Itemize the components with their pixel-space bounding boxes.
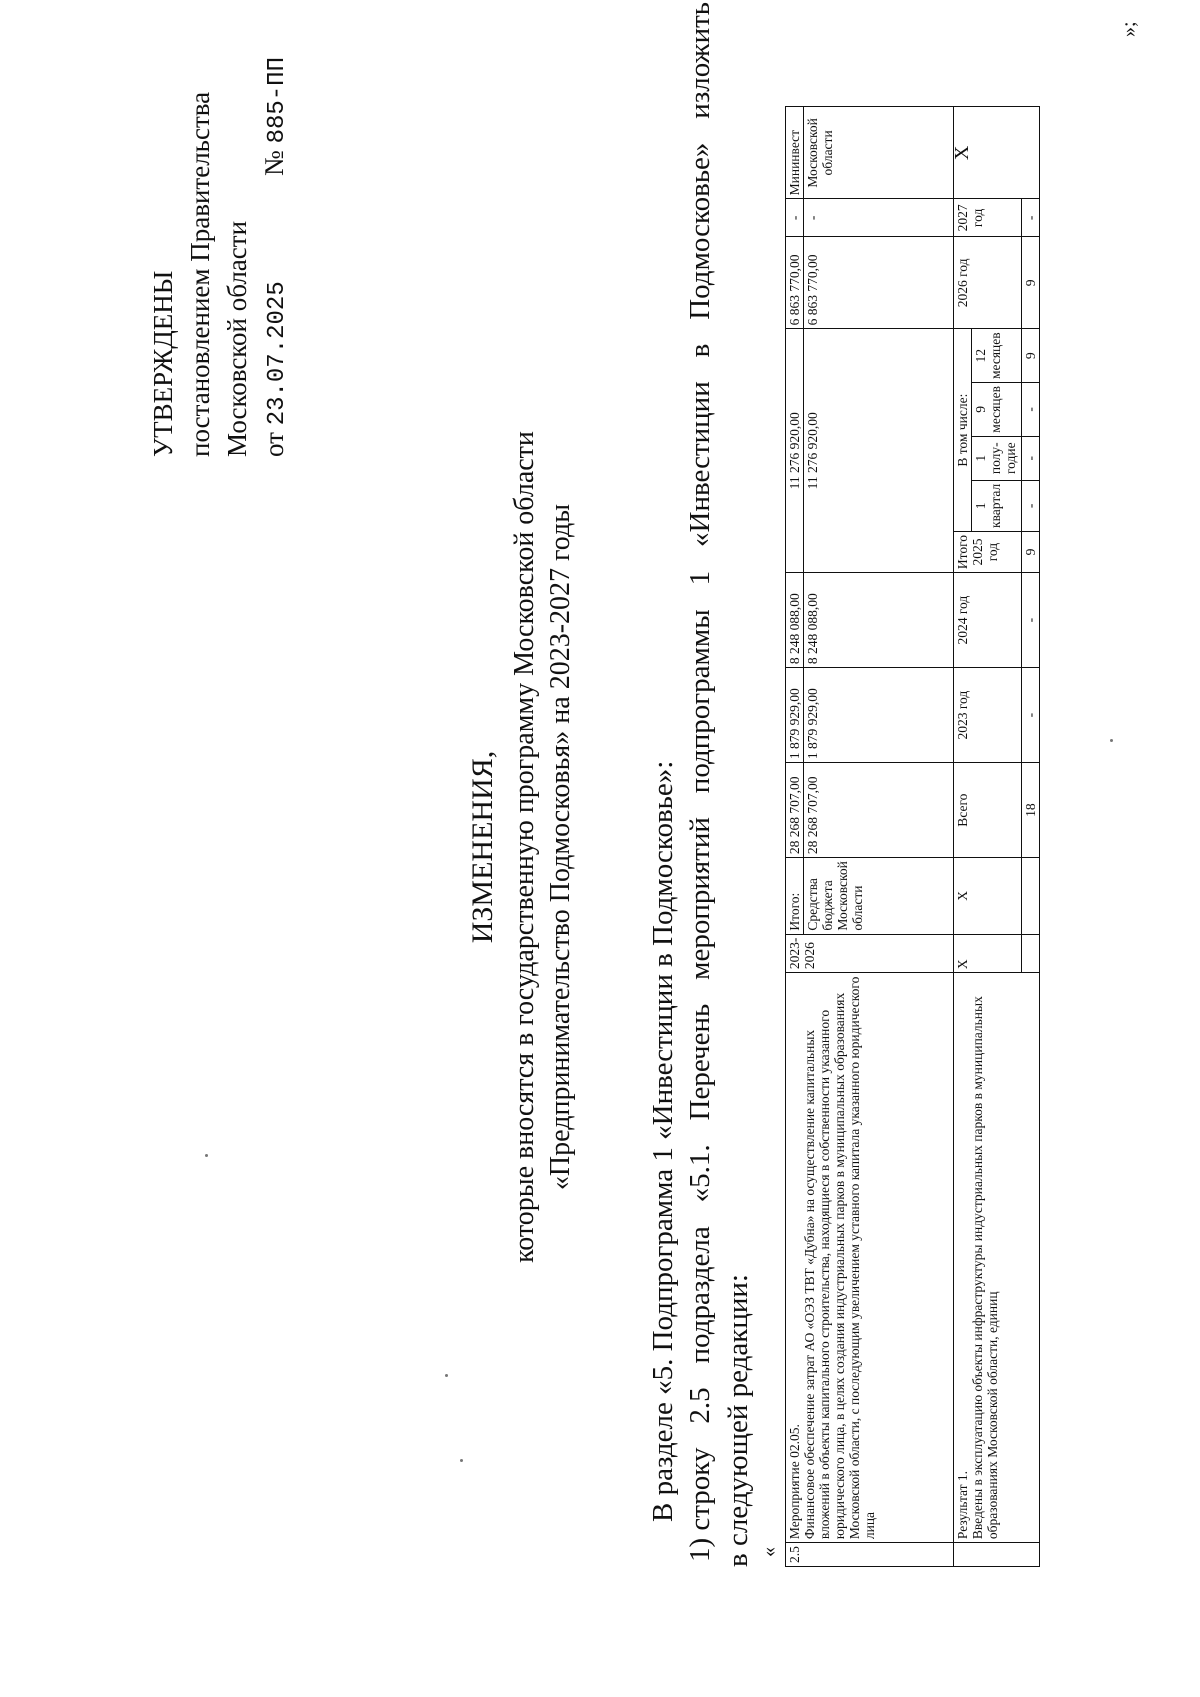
budget-2024: 8 248 088,00 bbox=[804, 573, 954, 668]
budget-2023: 1 879 929,00 bbox=[804, 668, 954, 763]
budget-2025: 11 276 920,00 bbox=[804, 329, 954, 573]
approval-line-2: Московской области bbox=[222, 220, 252, 457]
empty-cell bbox=[954, 1543, 1040, 1567]
item-word: Подмосковье» bbox=[684, 142, 716, 320]
item-word: 1) строку bbox=[684, 1447, 716, 1562]
value-2024: - bbox=[1022, 573, 1040, 668]
header-2026: 2026 год bbox=[954, 237, 1022, 329]
total-2025: 11 276 920,00 bbox=[786, 329, 804, 573]
item-line bbox=[682, 2, 718, 1562]
approval-stamp bbox=[145, 37, 296, 457]
item-word: подраздела bbox=[684, 1226, 716, 1364]
approval-date-line bbox=[256, 57, 296, 457]
header-total: Всего bbox=[954, 763, 1022, 858]
x-mark: X bbox=[954, 107, 1040, 199]
measure-description: Финансовое обеспечение затрат АО «ОЭЗ ТВТ «Дубна» на осуществление капитальных вложений в объекты капитального строительства, находящиеся в собственности указанного юридического лица, в целях создания индустриальных парков в муниципальных образованиях Московской области, с последующим увеличением уставного капитала указанного юридического лица bbox=[802, 976, 877, 1540]
header-total-2025: Итого 2025 год bbox=[954, 531, 1022, 572]
value-9m: - bbox=[1022, 383, 1040, 437]
row-number: 2.5 bbox=[786, 1543, 954, 1567]
date-prefix: от bbox=[259, 432, 289, 457]
total-all: 28 268 707,00 bbox=[786, 763, 804, 858]
scan-speck bbox=[460, 1459, 463, 1462]
header-h1: 1 полу-годие bbox=[972, 436, 1022, 480]
total-2026: 6 863 770,00 bbox=[786, 237, 804, 329]
period-cell: 2023-2026 bbox=[786, 934, 954, 973]
closing-mark: »; bbox=[1118, 21, 1140, 37]
value-2023: - bbox=[1022, 668, 1040, 763]
title-main: ИЗМЕНЕНИЯ, bbox=[466, 750, 499, 944]
executor-line-2: Московской области bbox=[804, 107, 954, 199]
table-row bbox=[786, 107, 804, 1567]
scan-speck bbox=[445, 1374, 448, 1377]
header-q1: 1 квартал bbox=[972, 480, 1022, 531]
header-2023: 2023 год bbox=[954, 668, 1022, 763]
measure-cell bbox=[786, 973, 954, 1543]
total-2023: 1 879 929,00 bbox=[786, 668, 804, 763]
number-prefix: № bbox=[259, 150, 289, 176]
budget-all: 28 268 707,00 bbox=[804, 763, 954, 858]
measures-table bbox=[785, 106, 1040, 1567]
measure-title: Мероприятие 02.05. bbox=[787, 1424, 802, 1540]
source-total-label: Итого: bbox=[786, 858, 804, 935]
value-12m: 9 bbox=[1022, 329, 1040, 383]
approval-number: 885-ПП bbox=[264, 57, 291, 144]
budget-2026: 6 863 770,00 bbox=[804, 237, 954, 329]
result-title: Результат 1. bbox=[955, 1470, 970, 1540]
item-word: 2.5 bbox=[684, 1387, 716, 1424]
value-2026: 9 bbox=[1022, 237, 1040, 329]
quote-open: « bbox=[758, 1547, 780, 1557]
header-9m: 9 месяцев bbox=[972, 383, 1022, 437]
total-2027: - bbox=[786, 199, 804, 237]
value-2027: - bbox=[1022, 199, 1040, 237]
result-cell bbox=[954, 973, 1040, 1543]
approval-heading: УТВЕРЖДЕНЫ bbox=[148, 270, 178, 457]
value-total: 18 bbox=[1022, 763, 1040, 858]
table-row bbox=[954, 107, 972, 1567]
header-including: В том числе: bbox=[954, 329, 972, 532]
header-12m: 12 месяцев bbox=[972, 329, 1022, 383]
item-word: изложить bbox=[684, 2, 716, 119]
item-line-end: в следующей редакции: bbox=[722, 1274, 754, 1567]
item-word: в bbox=[684, 343, 716, 358]
x-mark: X bbox=[954, 934, 1022, 973]
executor-line-1: Мининвест bbox=[786, 107, 804, 199]
value-q1: - bbox=[1022, 480, 1040, 531]
scan-speck bbox=[1110, 739, 1113, 742]
budget-2027: - bbox=[804, 199, 954, 237]
total-2024: 8 248 088,00 bbox=[786, 573, 804, 668]
value-total-2025: 9 bbox=[1022, 531, 1040, 572]
empty-cell bbox=[1022, 858, 1040, 935]
header-2027: 2027 год bbox=[954, 199, 1022, 237]
empty-cell bbox=[1022, 934, 1040, 973]
item-word: 1 bbox=[684, 570, 716, 586]
source-budget-label: Средства бюджета Московской области bbox=[804, 858, 954, 935]
result-description: Введены в эксплуатацию объекты инфраструктуры индустриальных парков в муниципальных образованиях Московской области, единиц bbox=[970, 996, 1000, 1540]
approval-date: 23.07.2025 bbox=[264, 281, 291, 426]
document-title bbox=[465, 197, 579, 1497]
section-intro: В разделе «5. Подпрограмма 1 «Инвестиции в Подмосковье»: bbox=[647, 760, 679, 1522]
scan-speck bbox=[205, 1154, 208, 1157]
x-mark: X bbox=[954, 858, 1022, 935]
item-word: мероприятий bbox=[684, 817, 716, 980]
item-word: Перечень bbox=[684, 1003, 716, 1121]
title-line-2: «Предпринимательство Подмосковья» на 2023-2027 годы bbox=[545, 503, 576, 1191]
item-word: «5.1. bbox=[684, 1144, 716, 1203]
title-line-1: которые вносятся в государственную программу Московской области bbox=[509, 431, 540, 1263]
approval-line-1: постановлением Правительства bbox=[185, 91, 215, 457]
item-word: подпрограммы bbox=[684, 609, 716, 794]
header-2024: 2024 год bbox=[954, 573, 1022, 668]
value-h1: - bbox=[1022, 436, 1040, 480]
item-word: «Инвестиции bbox=[684, 381, 716, 547]
